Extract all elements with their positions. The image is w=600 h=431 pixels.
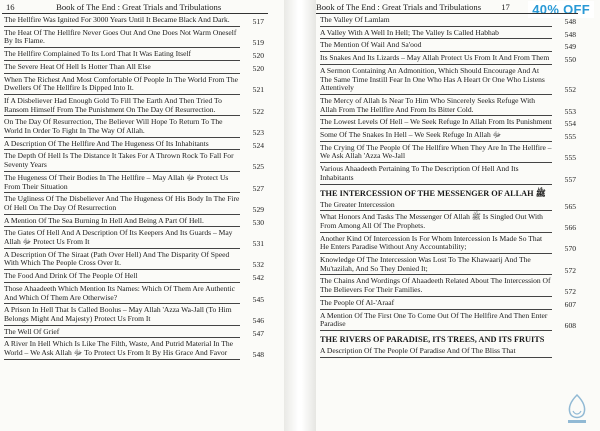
toc-entry-page: 549 bbox=[564, 42, 576, 52]
toc-entry-title: The Heat Of The Hellfire Never Goes Out And One Does Not Warm Oneself By Its Flame. bbox=[4, 27, 237, 46]
toc-entry-page: 517 bbox=[252, 17, 264, 26]
toc-entry-title: Another Kind Of Intercession Is For Whom Intercession Is Made So That He Enters Paradise Without Any Accountability; bbox=[320, 233, 543, 252]
toc-entry bbox=[320, 165, 576, 184]
toc-entry-title: Knowledge Of The Intercession Was Lost To The Khawaarij And The Mu'tazilah, And So They Denied It; bbox=[320, 255, 531, 273]
toc-entry bbox=[4, 118, 264, 137]
toc-entry-title: The Valley Of Lamlam bbox=[320, 15, 390, 24]
entry-underline bbox=[4, 226, 240, 227]
entry-underline bbox=[320, 94, 552, 95]
toc-entry bbox=[4, 272, 264, 283]
toc-entry bbox=[4, 217, 264, 228]
toc-entry bbox=[320, 16, 576, 27]
toc-entry-title: The Hugeness Of Their Bodies In The Hellfire – May Allah ﷻ Protect Us From Their Situation bbox=[4, 172, 229, 191]
toc-entry-page: 608 bbox=[564, 321, 576, 331]
toc-entry-page: 530 bbox=[252, 217, 264, 227]
toc-entry bbox=[320, 299, 576, 310]
toc-entry-title: The Mention Of Wail And Sa'ood bbox=[320, 40, 422, 50]
left-header-title: Book of The End : Great Trials and Tribulations bbox=[56, 2, 222, 12]
toc-entry bbox=[320, 54, 576, 65]
book-gutter bbox=[284, 0, 316, 431]
toc-entry-title: The People Of Al-'Araaf bbox=[320, 297, 395, 307]
toc-entry bbox=[4, 195, 264, 214]
toc-entry-page: 527 bbox=[252, 183, 264, 193]
entry-underline bbox=[320, 253, 552, 254]
toc-entry-title: A Valley With A Well In Hell; The Valley Is Called Habhab bbox=[320, 27, 499, 37]
toc-entry bbox=[4, 76, 264, 95]
toc-entry bbox=[320, 97, 576, 116]
entry-underline bbox=[4, 214, 240, 215]
toc-entry-title: A Description Of The Siraat (Path Over Hell) And The Disparity Of Speed With Which The People Cross Over It. bbox=[4, 249, 230, 268]
toc-entry bbox=[320, 235, 576, 254]
left-page bbox=[0, 0, 284, 431]
toc-entry-page: 542 bbox=[252, 273, 264, 283]
toc-entry-title: A Sermon Containing An Admonition, Which Should Encourage And At The Same Time Instill Fear In One Who Has A Heart Or One Who Listens Attentively bbox=[320, 65, 545, 93]
toc-entry-page: 572 bbox=[564, 265, 576, 275]
entry-underline bbox=[4, 73, 240, 74]
toc-entry bbox=[4, 63, 264, 74]
right-toc-list bbox=[320, 16, 576, 360]
toc-entry-title: When The Richest And Most Comfortable Of People In The World From The Dwellers Of The Hellfire Is Dipped Into It. bbox=[4, 74, 239, 93]
toc-entry-title: If A Disbeliever Had Enough Gold To Fill The Earth And Then Tried To Ransom Himself From The Punishment On The Day Of Resurrection. bbox=[4, 95, 222, 114]
toc-entry-page: 520 bbox=[252, 63, 264, 73]
toc-entry-page: 532 bbox=[252, 260, 264, 270]
toc-entry bbox=[4, 229, 264, 248]
toc-entry-page: 523 bbox=[252, 128, 264, 138]
toc-entry-title: A Description Of The Hellfire And The Hugeness Of Its Inhabitants bbox=[4, 138, 209, 148]
entry-underline bbox=[320, 274, 552, 275]
entry-underline bbox=[320, 26, 552, 27]
right-toc-bottom bbox=[320, 347, 576, 358]
toc-entry-page: 550 bbox=[564, 55, 576, 65]
toc-entry-title: The Depth Of Hell Is The Distance It Takes For A Thrown Rock To Fall For Seventy Years bbox=[4, 151, 234, 170]
right-toc-top bbox=[320, 16, 576, 185]
discount-badge: 40% OFF bbox=[528, 1, 594, 18]
entry-underline bbox=[4, 359, 240, 360]
toc-entry-title: The Well Of Grief bbox=[4, 326, 60, 336]
toc-entry-page: 554 bbox=[564, 119, 576, 129]
toc-entry bbox=[320, 131, 576, 142]
entry-underline bbox=[320, 64, 552, 65]
toc-entry-page: 557 bbox=[564, 174, 576, 184]
entry-underline bbox=[4, 115, 240, 116]
toc-entry-title: The Chains And Wordings Of Ahaadeeth Related About The Intercession Of The Believers For Their Families. bbox=[320, 276, 551, 295]
entry-underline bbox=[320, 115, 552, 116]
toc-entry-page: 548 bbox=[564, 29, 576, 39]
entry-underline bbox=[320, 232, 552, 233]
toc-entry-page: 525 bbox=[252, 162, 264, 172]
toc-entry bbox=[320, 29, 576, 40]
entry-underline bbox=[4, 26, 240, 27]
entry-underline bbox=[4, 337, 240, 338]
toc-entry-page: 555 bbox=[564, 132, 576, 142]
entry-underline bbox=[4, 303, 240, 304]
right-header-rule bbox=[316, 13, 578, 14]
toc-entry-title: A Description Of The People Of Paradise And Of The Bliss That bbox=[320, 345, 516, 355]
toc-entry-page: 546 bbox=[252, 315, 264, 325]
entry-underline bbox=[4, 192, 240, 193]
toc-entry-page: 521 bbox=[252, 85, 264, 95]
entry-underline bbox=[320, 141, 552, 142]
entry-underline bbox=[4, 248, 240, 249]
left-page-header bbox=[6, 2, 268, 12]
section-heading-intercession: THE INTERCESSION OF THE MESSENGER OF ALLAH ﷺ bbox=[320, 188, 546, 198]
toc-entry-page: 552 bbox=[564, 85, 576, 95]
entry-underline bbox=[4, 282, 240, 283]
toc-entry-page: 553 bbox=[564, 106, 576, 116]
section-heading-rivers: THE RIVERS OF PARADISE, ITS TREES, AND ITS FRUITS bbox=[320, 334, 545, 344]
entry-underline bbox=[320, 296, 552, 297]
toc-entry-title: The Crying Of The People Of The Hellfire When They Are In The Hellfire – We Ask Allah 'Azza We-Jall bbox=[320, 142, 552, 161]
left-toc-list bbox=[4, 16, 264, 362]
toc-entry-title: A Prison In Hell That Is Called Boolus – May Allah 'Azza Wa-Jall (To Him Belongs Might And Majesty) Protect Us From It bbox=[4, 305, 232, 323]
toc-entry-title: A Mention Of The Sea Burning In Hell And Being A Part Of Hell. bbox=[4, 215, 204, 225]
toc-entry bbox=[320, 347, 576, 358]
toc-entry-title: The Ugliness Of The Disbeliever And The Hugeness Of His Body In The Fire Of Hell On The Day Of Resurrection bbox=[4, 194, 240, 212]
toc-entry-page: 522 bbox=[252, 106, 264, 116]
toc-entry bbox=[4, 50, 264, 61]
entry-underline bbox=[320, 357, 552, 358]
toc-entry bbox=[4, 285, 264, 304]
toc-entry bbox=[320, 312, 576, 331]
toc-entry-page: 566 bbox=[564, 222, 576, 232]
entry-underline bbox=[4, 47, 240, 48]
toc-entry bbox=[4, 140, 264, 151]
toc-entry-page: 555 bbox=[564, 153, 576, 163]
right-page-number: 17 bbox=[501, 2, 510, 12]
toc-entry bbox=[320, 277, 576, 296]
toc-entry-title: What Honors And Tasks The Messenger Of Allah ﷺ Is Singled Out With From Among All Of The Prophets. bbox=[320, 212, 543, 230]
toc-entry-page: 529 bbox=[252, 204, 264, 214]
toc-entry-page: 572 bbox=[564, 287, 576, 297]
toc-entry bbox=[320, 67, 576, 95]
toc-entry bbox=[320, 41, 576, 52]
entry-underline bbox=[320, 330, 552, 331]
toc-entry bbox=[320, 213, 576, 232]
toc-entry bbox=[320, 201, 576, 212]
toc-entry-page: 524 bbox=[252, 140, 264, 150]
toc-entry bbox=[320, 144, 576, 163]
toc-entry bbox=[4, 29, 264, 48]
toc-entry-page: 531 bbox=[252, 239, 264, 249]
toc-entry-title: The Mercy of Allah Is Near To Him Who Sincerely Seeks Refuge With Allah From The Hellfire And From Its Bitter Cold. bbox=[320, 95, 536, 114]
toc-entry-title: Various Ahaadeeth Pertaining To The Description Of Hell And Its Inhabitants bbox=[320, 164, 519, 182]
toc-entry-title: The Severe Heat Of Hell Is Hotter Than All Else bbox=[4, 61, 151, 71]
toc-entry bbox=[4, 328, 264, 339]
entry-underline bbox=[4, 269, 240, 270]
toc-entry-page: 520 bbox=[252, 51, 264, 61]
toc-entry-title: The Greater Intercession bbox=[320, 199, 395, 209]
right-page bbox=[316, 0, 600, 431]
entry-underline bbox=[4, 325, 240, 326]
entry-underline bbox=[4, 94, 240, 95]
toc-entry-page: 548 bbox=[564, 17, 576, 26]
toc-entry-title: A Mention Of The First One To Come Out Of The Hellfire And Then Enter Paradise bbox=[320, 310, 548, 329]
toc-entry-page: 519 bbox=[252, 38, 264, 48]
toc-entry bbox=[4, 152, 264, 171]
toc-entry bbox=[320, 118, 576, 129]
toc-entry-title: The Gates Of Hell And A Description Of Its Keepers And Its Guards – May Allah ﷻ Protect Us From It bbox=[4, 228, 233, 247]
entry-underline bbox=[320, 128, 552, 129]
toc-entry-page: 607 bbox=[564, 299, 576, 309]
entry-underline bbox=[320, 309, 552, 310]
toc-entry-page: 547 bbox=[252, 328, 264, 338]
logo-watermark-icon bbox=[562, 393, 592, 427]
toc-entry-title: Its Snakes And Its Lizards – May Allah Protect Us From It And From Them bbox=[320, 53, 550, 63]
toc-entry-title: The Hellfire Complained To Its Lord That It Was Eating Itself bbox=[4, 49, 192, 59]
toc-entry bbox=[4, 340, 264, 359]
right-toc-mid bbox=[320, 201, 576, 331]
toc-entry-page: 565 bbox=[564, 201, 576, 211]
toc-entry-page: 548 bbox=[252, 350, 264, 360]
toc-entry bbox=[4, 16, 264, 27]
toc-entry-page: 570 bbox=[564, 244, 576, 254]
entry-underline bbox=[4, 137, 240, 138]
toc-entry bbox=[320, 256, 576, 275]
toc-entry bbox=[4, 251, 264, 270]
toc-entry-page: 545 bbox=[252, 294, 264, 304]
left-page-number: 16 bbox=[6, 2, 15, 12]
toc-entry-title: The Lowest Levels Of Hell – We Seek Refuge In Allah From Its Punishment bbox=[320, 117, 552, 127]
entry-underline bbox=[320, 184, 552, 185]
right-header-title: Book of The End : Great Trials and Tribulations bbox=[316, 2, 482, 12]
toc-entry-title: Those Ahaadeeth Which Mention Its Names: Which Of Them Are Authentic And Which Of Them Are Otherwise? bbox=[4, 283, 235, 302]
left-header-rule bbox=[2, 13, 268, 14]
toc-entry-title: The Food And Drink Of The People Of Hell bbox=[4, 271, 138, 281]
entry-underline bbox=[320, 162, 552, 163]
toc-entry-title: The Hellfire Was Ignited For 3000 Years Until It Became Black And Dark. bbox=[4, 15, 230, 24]
toc-entry bbox=[4, 306, 264, 325]
entry-underline bbox=[4, 171, 240, 172]
toc-entry-title: A River In Hell Which Is Like The Filth, Waste, And Putrid Material In The World – We Ask Allah ﷻ To Protect Us From It By His Grace And Favor bbox=[4, 339, 233, 358]
entry-underline bbox=[320, 51, 552, 52]
toc-entry-title: Some Of The Snakes In Hell – We Seek Refuge In Allah ﷻ bbox=[320, 130, 502, 140]
entry-underline bbox=[320, 38, 552, 39]
toc-entry-title: On The Day Of Resurrection, The Believer Will Hope To Return To The World In Order To Fight In The Way Of Allah. bbox=[4, 117, 223, 136]
toc-entry bbox=[4, 174, 264, 193]
entry-underline bbox=[4, 149, 240, 150]
toc-entry bbox=[4, 97, 264, 116]
entry-underline bbox=[4, 60, 240, 61]
